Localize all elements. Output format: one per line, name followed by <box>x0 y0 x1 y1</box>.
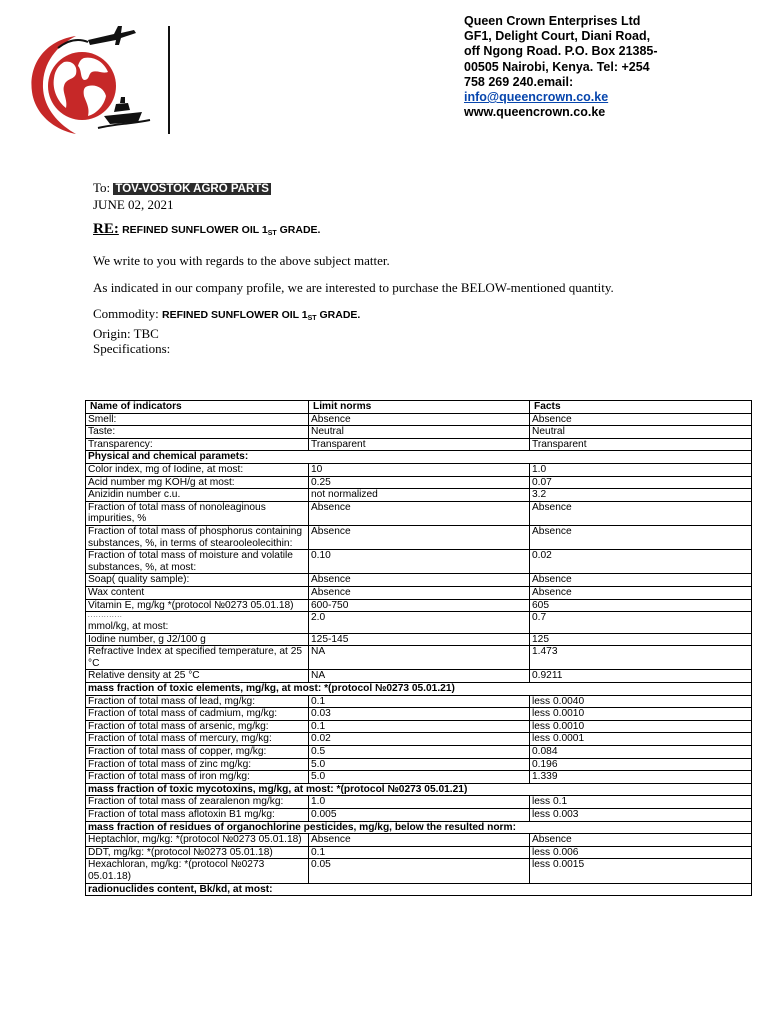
section-title: mass fraction of toxic mycotoxins, mg/kg, at most: *(protocol №0273 05.01.21) <box>86 783 752 796</box>
fact-cell: less 0.0015 <box>530 859 752 883</box>
limit-cell: not normalized <box>309 489 530 502</box>
email-link[interactable]: info@queencrown.co.ke <box>464 90 609 105</box>
indicator-cell <box>86 612 309 634</box>
section-title: Physical and chemical paramets: <box>86 451 752 464</box>
limit-cell: Absence <box>309 586 530 599</box>
section-title: radionuclides content, Bk/kd, at most: <box>86 883 752 896</box>
table-row <box>86 525 752 549</box>
indicator-cell: Fraction of total mass of copper, mg/kg: <box>86 746 309 759</box>
indicator-cell: Acid number mg KOH/g at most: <box>86 476 309 489</box>
table-row <box>86 746 752 759</box>
table-section-row <box>86 783 752 796</box>
limit-cell: 0.1 <box>309 720 530 733</box>
indicator-cell: Soap( quality sample): <box>86 574 309 587</box>
origin-line: Origin: TBC <box>93 326 159 341</box>
indicator-cell: Hexachloran, mg/kg: *(protocol №0273 05.01.18) <box>86 859 309 883</box>
table-row <box>86 846 752 859</box>
fact-cell: less 0.0040 <box>530 695 752 708</box>
fact-cell: Absence <box>530 834 752 847</box>
table-row <box>86 633 752 646</box>
table-row <box>86 771 752 784</box>
table-row <box>86 758 752 771</box>
table-row <box>86 426 752 439</box>
re-line <box>93 221 653 241</box>
fact-cell: 0.196 <box>530 758 752 771</box>
indicator-cell: Fraction of total mass of cadmium, mg/kg: <box>86 708 309 721</box>
limit-cell: 5.0 <box>309 771 530 784</box>
commodity-block <box>93 306 653 356</box>
indicator-cell: Transparency: <box>86 438 309 451</box>
fact-cell: 1.0 <box>530 463 752 476</box>
indicator-cell: Fraction of total mass of moisture and volatile substances, %, at most: <box>86 550 309 574</box>
indicator-cell: DDT, mg/kg: *(protocol №0273 05.01.18) <box>86 846 309 859</box>
limit-cell: 0.25 <box>309 476 530 489</box>
limit-cell: 5.0 <box>309 758 530 771</box>
table-row <box>86 809 752 822</box>
table-section-row <box>86 451 752 464</box>
company-logo <box>18 20 168 138</box>
column-header: Facts <box>530 401 752 414</box>
limit-cell: 1.0 <box>309 796 530 809</box>
dots-placeholder: ............. <box>88 613 123 620</box>
fact-cell: Absence <box>530 574 752 587</box>
subject-text: REFINED SUNFLOWER OIL $1_{ST}$ GRADE. <box>122 224 321 237</box>
limit-cell: 0.1 <box>309 695 530 708</box>
address-line: off Ngong Road. P.O. Box 21385- <box>464 44 658 59</box>
limit-cell: NA <box>309 646 530 670</box>
letter-body <box>93 180 653 356</box>
company-name: Queen Crown Enterprises Ltd <box>464 14 641 28</box>
company-address-block <box>464 14 754 120</box>
fact-cell: 0.084 <box>530 746 752 759</box>
table-row <box>86 720 752 733</box>
table-row <box>86 695 752 708</box>
table-row <box>86 550 752 574</box>
section-title: mass fraction of toxic elements, mg/kg, at most: *(protocol №0273 05.01.21) <box>86 683 752 696</box>
address-line: 00505 Nairobi, Kenya. Tel: +254 <box>464 59 650 74</box>
fact-cell: 0.07 <box>530 476 752 489</box>
fact-cell: Absence <box>530 501 752 525</box>
limit-cell: 0.03 <box>309 708 530 721</box>
table-row <box>86 670 752 683</box>
limit-cell: Absence <box>309 501 530 525</box>
indicator-cell: Fraction of total mass of lead, mg/kg: <box>86 695 309 708</box>
table-row <box>86 646 752 670</box>
website-text: www.queencrown.co.ke <box>464 105 606 120</box>
indicator-cell: Fraction of total mass of mercury, mg/kg: <box>86 733 309 746</box>
fact-cell: less 0.0010 <box>530 720 752 733</box>
table-row <box>86 599 752 612</box>
table-row <box>86 859 752 883</box>
table-row <box>86 501 752 525</box>
table-row <box>86 586 752 599</box>
fact-cell: Neutral <box>530 426 752 439</box>
indicator-cell: Fraction of total mass of phosphorus containing substances, %, in terms of stearooleolecithin: <box>86 525 309 549</box>
fact-cell: 1.339 <box>530 771 752 784</box>
indicator-cell: Iodine number, g J2/100 g <box>86 633 309 646</box>
fact-cell: Absence <box>530 413 752 426</box>
fact-cell: 125 <box>530 633 752 646</box>
indicator-cell: Fraction of total mass of zinc mg/kg: <box>86 758 309 771</box>
indicator-cell: Wax content <box>86 586 309 599</box>
commodity-value: REFINED SUNFLOWER OIL $1_{ST}$ GRADE. <box>161 309 361 322</box>
fact-cell: Absence <box>530 525 752 549</box>
table-section-row <box>86 683 752 696</box>
address-line: 758 269 240.email: <box>464 74 574 89</box>
letter-date: JUNE 02, 2021 <box>93 197 174 212</box>
commodity-label: Commodity: <box>93 306 159 321</box>
commodity-line <box>93 306 653 326</box>
column-header: Limit norms <box>309 401 530 414</box>
re-label: RE: <box>93 221 119 237</box>
limit-cell: 0.005 <box>309 809 530 822</box>
fact-cell: Absence <box>530 586 752 599</box>
indicator-cell: Color index, mg of Iodine, at most: <box>86 463 309 476</box>
indicator-cell: Fraction of total mass of zearalenon mg/kg: <box>86 796 309 809</box>
logo-divider <box>168 26 170 134</box>
specifications-table <box>85 400 752 896</box>
table-header-row <box>86 401 752 414</box>
limit-cell: 10 <box>309 463 530 476</box>
fact-cell: Transparent <box>530 438 752 451</box>
fact-cell: 0.7 <box>530 612 752 634</box>
table-section-row <box>86 883 752 896</box>
limit-cell: 600-750 <box>309 599 530 612</box>
limit-cell: 0.02 <box>309 733 530 746</box>
limit-cell: 2.0 <box>309 612 530 634</box>
table-row <box>86 489 752 502</box>
limit-cell: 125-145 <box>309 633 530 646</box>
airplane-icon <box>88 26 136 45</box>
specifications-label: Specifications: <box>93 341 171 356</box>
indicator-cell: Vitamin E, mg/kg *(protocol №0273 05.01.18) <box>86 599 309 612</box>
limit-cell: Absence <box>309 834 530 847</box>
column-header: Name of indicators <box>86 401 309 414</box>
paragraph-intro: We write to you with regards to the above subject matter. <box>93 253 390 268</box>
fact-cell: less 0.0001 <box>530 733 752 746</box>
table-row <box>86 708 752 721</box>
table-row <box>86 438 752 451</box>
indicator-cell: Fraction of total mass of iron mg/kg: <box>86 771 309 784</box>
table-row <box>86 612 752 634</box>
recipient-name: TOV-VOSTOK AGRO PARTS <box>115 183 269 195</box>
indicator-text: mmol/kg, at most: <box>88 621 169 633</box>
limit-cell: 0.05 <box>309 859 530 883</box>
fact-cell: 3.2 <box>530 489 752 502</box>
table-row <box>86 413 752 426</box>
fact-cell: 0.02 <box>530 550 752 574</box>
limit-cell: Absence <box>309 525 530 549</box>
indicator-cell: Heptachlor, mg/kg: *(protocol №0273 05.01.18) <box>86 834 309 847</box>
table-row <box>86 834 752 847</box>
limit-cell: NA <box>309 670 530 683</box>
indicator-cell: Relative density at 25 °C <box>86 670 309 683</box>
table-row <box>86 733 752 746</box>
to-label: To: <box>93 180 111 195</box>
address-line: GF1, Delight Court, Diani Road, <box>464 29 651 44</box>
fact-cell: less 0.006 <box>530 846 752 859</box>
limit-cell: Absence <box>309 413 530 426</box>
limit-cell: Transparent <box>309 438 530 451</box>
table-row <box>86 574 752 587</box>
fact-cell: 1.473 <box>530 646 752 670</box>
limit-cell: 0.1 <box>309 846 530 859</box>
indicator-cell: Smell: <box>86 413 309 426</box>
section-title: mass fraction of residues of organochlorine pesticides, mg/kg, below the resulted norm: <box>86 821 752 834</box>
table-row <box>86 796 752 809</box>
table-row <box>86 476 752 489</box>
indicator-cell: Fraction of total mass of arsenic, mg/kg: <box>86 720 309 733</box>
indicator-cell: Taste: <box>86 426 309 439</box>
limit-cell: 0.5 <box>309 746 530 759</box>
fact-cell: less 0.0010 <box>530 708 752 721</box>
fact-cell: less 0.1 <box>530 796 752 809</box>
table-section-row <box>86 821 752 834</box>
limit-cell: Absence <box>309 574 530 587</box>
indicator-cell: Anizidin number c.u. <box>86 489 309 502</box>
table-row <box>86 463 752 476</box>
fact-cell: 605 <box>530 599 752 612</box>
indicator-cell: Fraction of total mass aflotoxin B1 mg/kg: <box>86 809 309 822</box>
limit-cell: 0.10 <box>309 550 530 574</box>
fact-cell: less 0.003 <box>530 809 752 822</box>
indicator-cell: Fraction of total mass of nonoleaginous impurities, % <box>86 501 309 525</box>
limit-cell: Neutral <box>309 426 530 439</box>
paragraph-purchase: As indicated in our company profile, we are interested to purchase the BELOW-mentioned quantity. <box>93 280 614 295</box>
fact-cell: 0.9211 <box>530 670 752 683</box>
to-line <box>93 180 653 197</box>
indicator-cell: Refractive Index at specified temperature, at 25 °C <box>86 646 309 670</box>
